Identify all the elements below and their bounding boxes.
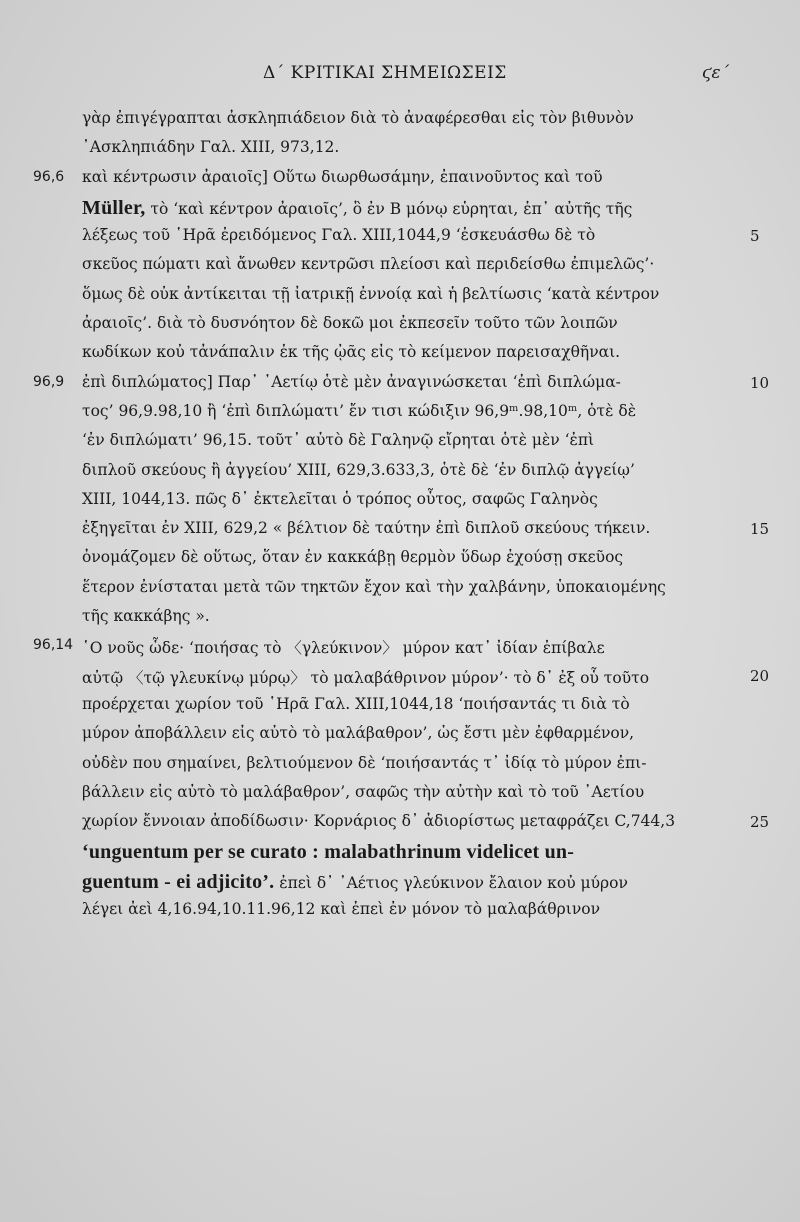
text-line xyxy=(0,781,800,810)
text-line xyxy=(0,429,800,458)
line-text xyxy=(82,109,634,127)
text-line xyxy=(0,107,800,136)
greek-text: ‘ἐν διπλώματι’ 96,15. τοῦτ᾿ αὐτὸ δὲ Γαληνῷ εἴρηται ὁτὲ μὲν ‘ἐπὶ xyxy=(82,431,595,450)
line-text xyxy=(82,666,649,688)
text-line xyxy=(0,459,800,488)
line-text xyxy=(82,255,654,273)
greek-text: ᾿Ασκληπιάδην Γαλ. XIII, 973,12. xyxy=(82,138,340,157)
passage-reference: 96,6 xyxy=(33,168,65,185)
text-line xyxy=(0,400,800,429)
text-line xyxy=(0,605,800,634)
text-line xyxy=(0,341,800,370)
text-body xyxy=(0,107,800,927)
text-line xyxy=(0,371,800,400)
greek-text: μύρον ἀποβάλλειν εἰς αὐτὸ τὸ μαλάβαθρον’, ὡς ἔστι μὲν ἐφθαρμένον, xyxy=(82,724,635,743)
greek-text: οὐδὲν που σημαίνει, βελτιούμενον δὲ ‘ποιήσαντάς τ᾿ ἰδίᾳ τὸ μύρον ἐπι- xyxy=(82,753,647,772)
text-line xyxy=(0,752,800,781)
greek-text: χωρίον ἔννοιαν ἀποδίδωσιν· Κορνάριος δ᾿ ἀδιορίστως μεταφράζει C,744,3 xyxy=(82,812,676,831)
greek-text: ἐπεὶ δ᾿ ᾿Αέτιος γλεύκινον ἔλαιον κοὐ μύρον xyxy=(274,873,628,892)
line-text xyxy=(82,285,659,303)
greek-text: ἕτερον ἐνίσταται μετὰ τῶν τηκτῶν ἔχον καὶ τὴν χαλβάνην, ὑποκαιομένης xyxy=(82,577,666,596)
line-text xyxy=(82,431,594,449)
greek-text: τῆς κακκάβης ». xyxy=(82,607,210,626)
line-text xyxy=(82,373,621,391)
greek-text: σκεῦος πώματι καὶ ἄνωθεν κεντρῶσι πλείοσι καὶ περιδείσθω ἐπιμελῶς’· xyxy=(82,255,655,274)
line-text xyxy=(82,812,675,830)
page-number: ϛε΄ xyxy=(702,63,730,83)
line-text xyxy=(82,343,620,361)
line-number: 25 xyxy=(750,813,770,832)
greek-text: καὶ κέντρωσιν ἀραιοῖς] Οὕτω διωρθωσάμην, ἐπαινοῦντος καὶ τοῦ xyxy=(82,167,603,186)
greek-text: ῾Ο νοῦς ὧδε· ‘ποιήσας τὸ 〈γλεύκινον〉 μύρον κατ᾿ ἰδίαν ἐπίβαλε xyxy=(82,639,605,658)
text-line xyxy=(0,810,800,839)
greek-text: ἐξηγεῖται ἐν XIII, 629,2 « βέλτιον δὲ ταύτην ἐπὶ διπλοῦ σκεύους τήκειν. xyxy=(82,519,651,538)
greek-text: βάλλειν εἰς αὐτὸ τὸ μαλάβαθρον’, σαφῶς τὴν αὐτὴν καὶ τὸ τοῦ ᾿Αετίου xyxy=(82,782,645,801)
text-line xyxy=(0,283,800,312)
line-text xyxy=(82,548,623,566)
latin-quotation: Müller, xyxy=(82,196,146,219)
text-line xyxy=(0,224,800,253)
line-text xyxy=(82,461,635,479)
passage-reference: 96,9 xyxy=(33,373,65,390)
line-number: 20 xyxy=(750,666,770,685)
greek-text: τος’ 96,9.98,10 ἢ ‘ἐπὶ διπλώματι’ ἔν τισι κώδιξιν 96,9ᵐ.98,10ᵐ, ὁτὲ δὲ xyxy=(82,401,637,420)
text-line xyxy=(0,195,800,224)
greek-text: ἀραιοῖς’. διὰ τὸ δυσνόητον δὲ δοκῶ μοι ἐκπεσεῖν τοῦτο τῶν λοιπῶν xyxy=(82,314,618,333)
greek-text: ὀνομάζομεν δὲ οὕτως, ὅταν ἐν κακκάβῃ θερμὸν ὕδωρ ἐχούσῃ σκεῦος xyxy=(82,548,624,567)
greek-text: ἐπὶ διπλώματος] Παρ᾿ ᾿Αετίῳ ὁτὲ μὲν ἀναγινώσκεται ‘ἐπὶ διπλώμα- xyxy=(82,372,621,391)
text-line xyxy=(0,664,800,693)
greek-text: XIII, 1044,13. πῶς δ᾿ ἐκτελεῖται ὁ τρόπος οὗτος, σαφῶς Γαληνὸς xyxy=(82,489,598,508)
line-text xyxy=(82,578,666,596)
greek-text: τὸ ‘καὶ κέντρον ἀραιοῖς’, ὃ ἐν Β μόνῳ εὑρηται, ἐπ᾿ αὐτῆς τῆς xyxy=(145,199,633,218)
greek-text: λέξεως τοῦ ῾Ηρᾶ ἐρειδόμενος Γαλ. XIII,1044,9 ‘ἐσκευάσθω δὲ τὸ xyxy=(82,226,596,245)
text-line xyxy=(0,839,800,868)
text-line xyxy=(0,634,800,663)
greek-text: κωδίκων κοὐ τἀνάπαλιν ἐκ τῆς ᾠᾶς εἰς τὸ κείμενον παρεισαχθῆναι. xyxy=(82,343,621,362)
text-line xyxy=(0,312,800,341)
text-line xyxy=(0,722,800,751)
page-header xyxy=(0,60,800,90)
line-text xyxy=(82,783,644,801)
line-number: 15 xyxy=(750,520,770,539)
greek-text: λέγει ἀεὶ 4,16.94,10.11.96,12 καὶ ἐπεὶ ἐν μόνον τὸ μαλαβάθρινον xyxy=(82,900,601,919)
line-text xyxy=(82,607,210,625)
latin-quotation: guentum - ei adjicito’. xyxy=(82,870,275,893)
line-text xyxy=(82,900,600,918)
line-text xyxy=(82,519,650,537)
line-text xyxy=(82,754,647,772)
text-line xyxy=(0,693,800,722)
greek-text: γὰρ ἐπιγέγραπται ἀσκληπιάδειον διὰ τὸ ἀναφέρεσθαι εἰς τὸν βιθυνὸν xyxy=(82,109,634,127)
greek-text: διπλοῦ σκεύους ἢ ἀγγείου’ XIII, 629,3.633,3, ὁτὲ δὲ ‘ἐν διπλῷ ἀγγείῳ’ xyxy=(82,460,635,479)
text-line xyxy=(0,136,800,165)
text-line xyxy=(0,898,800,927)
line-text xyxy=(82,197,632,220)
line-text xyxy=(82,226,595,244)
running-head: Δ΄ ΚΡΙΤΙΚΑΙ ΣΗΜΕΙΩΣΕΙΣ xyxy=(263,63,507,83)
text-line xyxy=(0,253,800,282)
line-text xyxy=(82,168,603,186)
latin-quotation: ‘unguentum per se curato : malabathrinum videlicet un- xyxy=(82,841,575,864)
line-text xyxy=(82,490,598,508)
text-line xyxy=(0,166,800,195)
line-text xyxy=(82,841,574,864)
passage-reference: 96,14 xyxy=(33,637,74,654)
line-text xyxy=(82,871,628,894)
line-number: 10 xyxy=(750,373,770,392)
greek-text: αὐτῷ 〈τῷ γλευκίνῳ μύρῳ〉 τὸ μαλαβάθρινον μύρον’· τὸ δ᾿ ἐξ οὗ τοῦτο xyxy=(82,668,650,687)
text-line xyxy=(0,576,800,605)
line-text xyxy=(82,402,636,420)
line-number: 5 xyxy=(750,227,760,246)
text-line xyxy=(0,488,800,517)
text-line xyxy=(0,546,800,575)
line-text xyxy=(82,724,634,742)
line-text xyxy=(82,636,605,658)
greek-text: προέρχεται χωρίον τοῦ ῾Ηρᾶ Γαλ. XIII,1044,18 ‘ποιήσαντάς τι διὰ τὸ xyxy=(82,694,630,713)
line-text xyxy=(82,138,339,156)
line-text xyxy=(82,314,618,332)
text-line xyxy=(0,869,800,898)
greek-text: ὅμως δὲ οὐκ ἀντίκειται τῇ ἰατρικῇ ἐννοίᾳ καὶ ἡ βελτίωσις ‘κατὰ κέντρον xyxy=(82,284,660,303)
line-text xyxy=(82,695,630,713)
text-line xyxy=(0,517,800,546)
